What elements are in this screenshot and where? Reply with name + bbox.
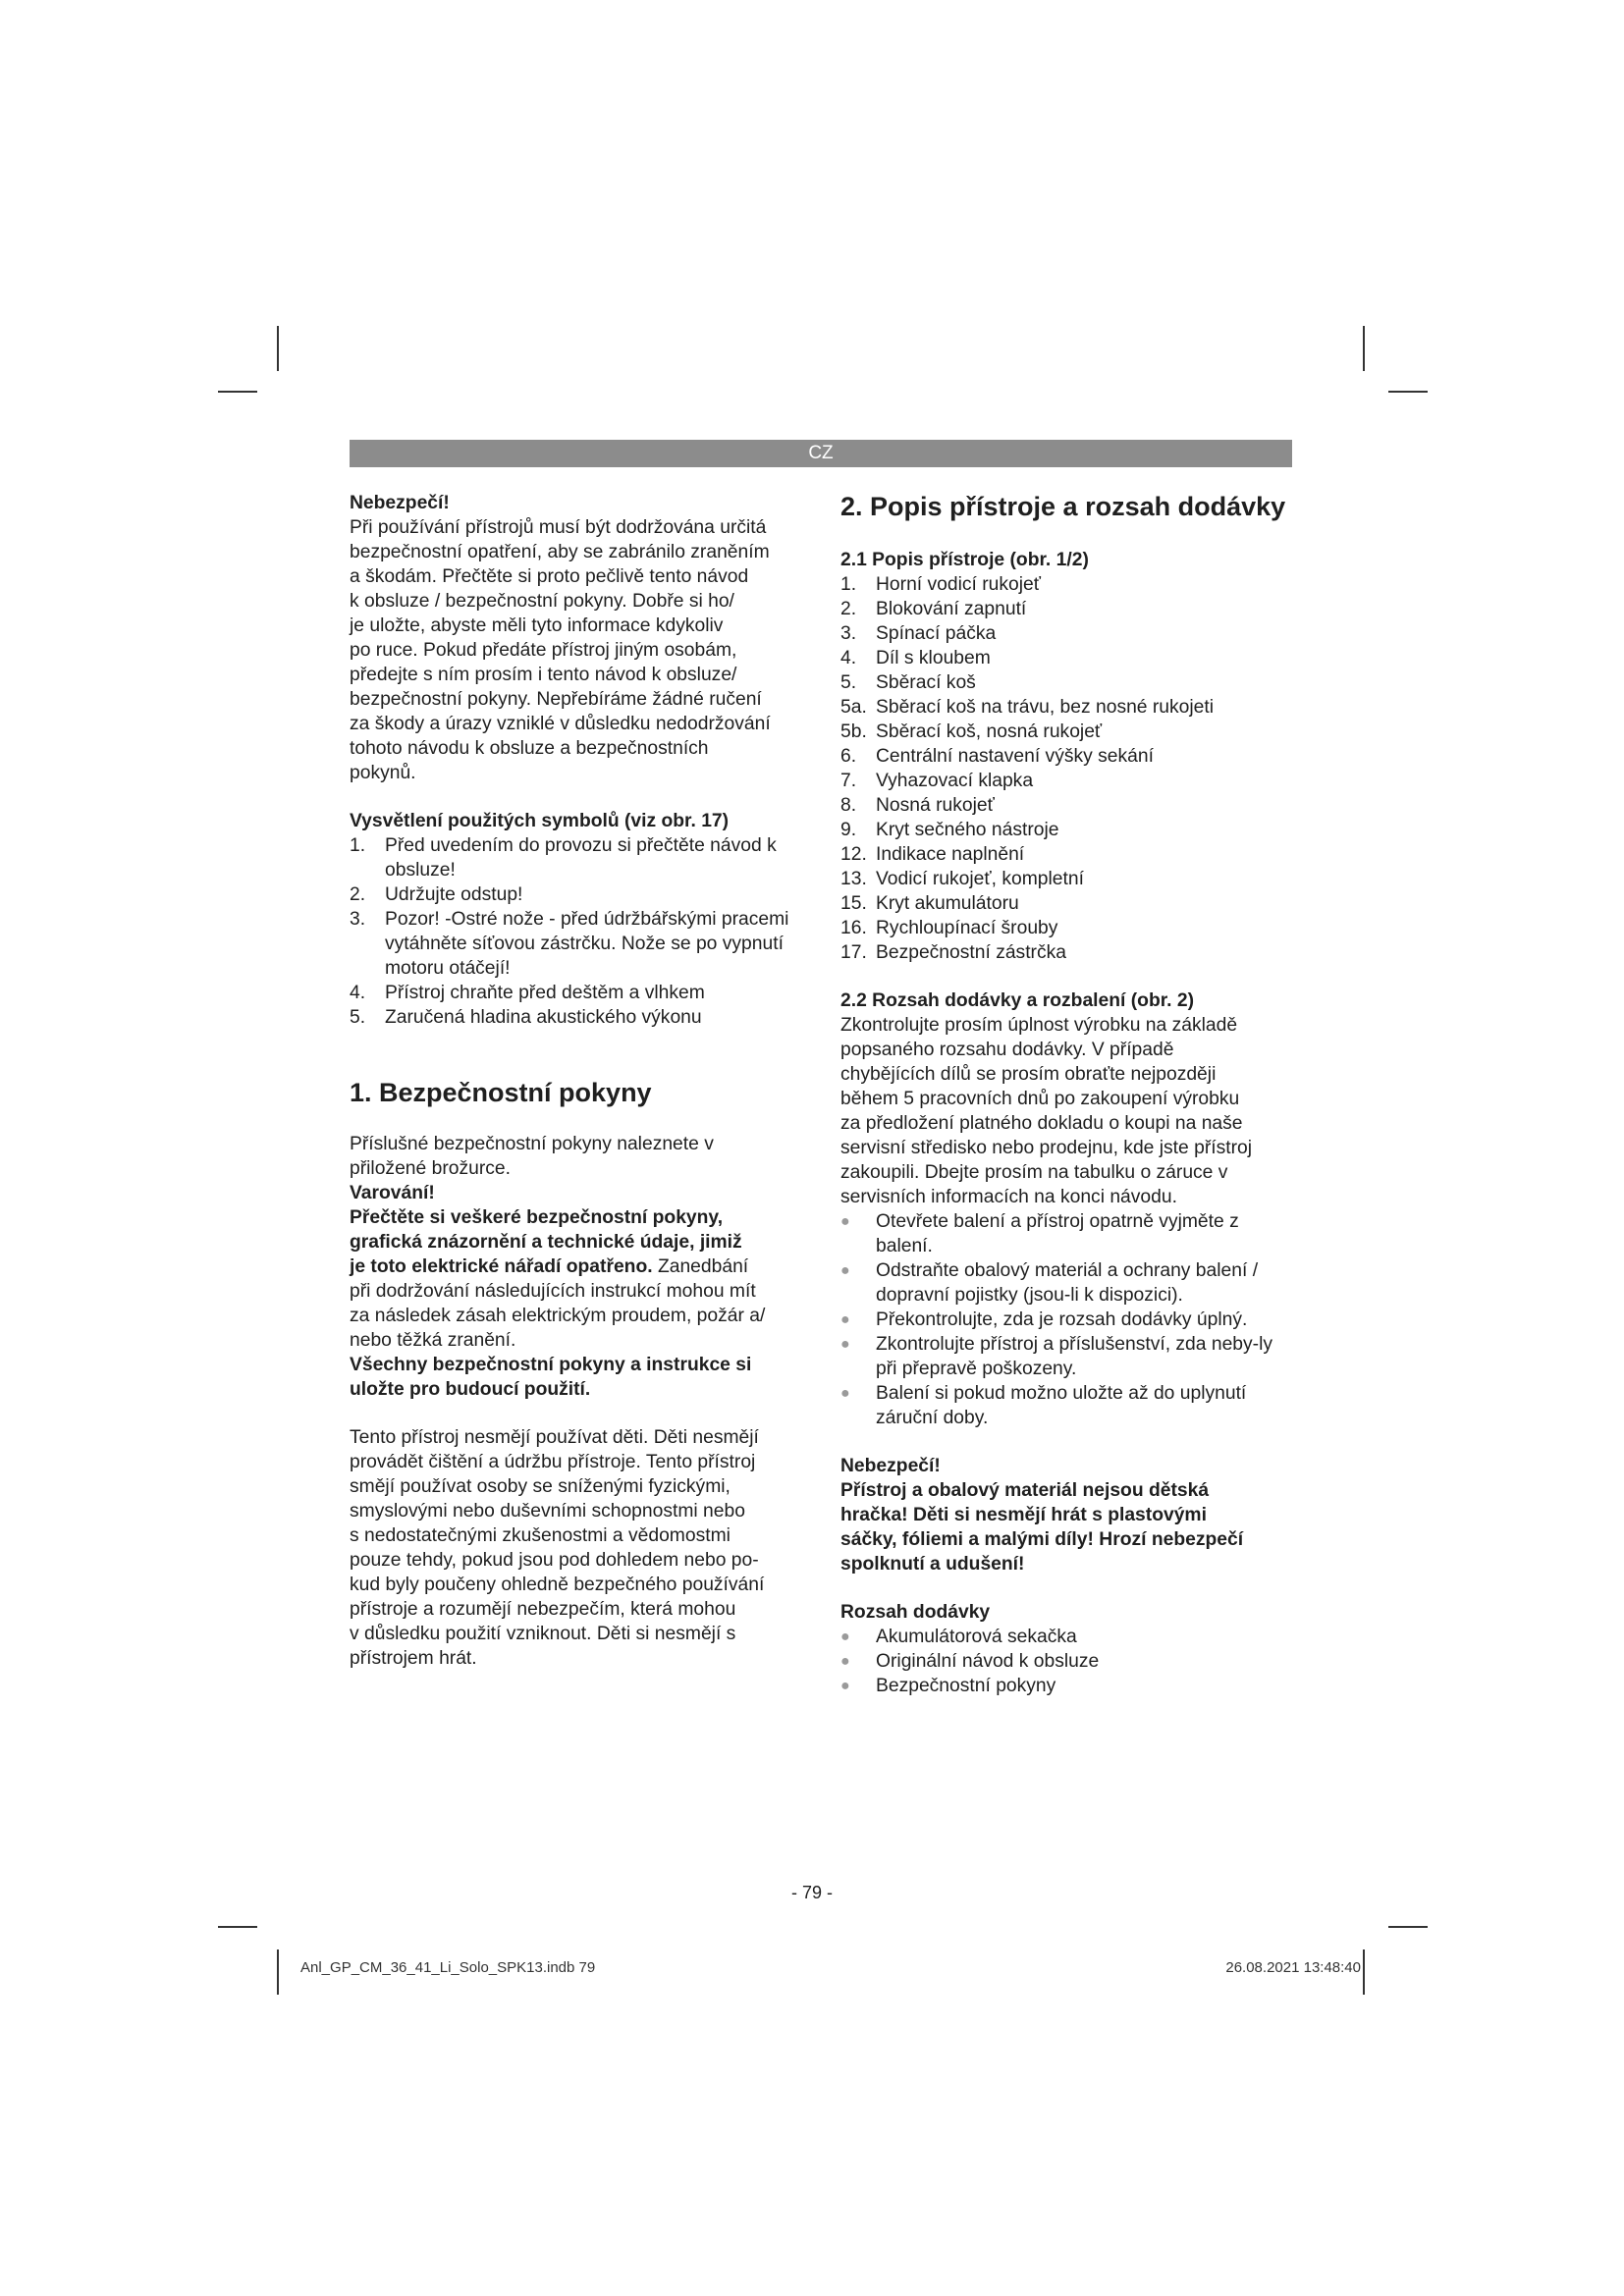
item-text: Akumulátorová sekačka [876, 1627, 1077, 1647]
item-number: 1. [350, 835, 366, 856]
list-item [350, 833, 801, 882]
item-text: Centrální nastavení výšky sekání [876, 746, 1154, 767]
text-line: provádět čištění a údržbu přístroje. Tento přístroj [350, 1452, 756, 1472]
text-line: Příslušné bezpečnostní pokyny naleznete v [350, 1134, 714, 1154]
text-line: spolknutí a udušení! [840, 1554, 1025, 1575]
item-text: Originální návod k obsluze [876, 1651, 1100, 1672]
danger-heading: Nebezpečí! [350, 493, 450, 513]
text-line: bezpečnostní pokyny. Nepřebíráme žádné ručení [350, 689, 762, 710]
text-line: hračka! Děti si nesmějí hrát s plastovými [840, 1505, 1207, 1525]
text-line: za škody a úrazy vzniklé v důsledku nedodržování [350, 714, 771, 734]
text-line: bezpečnostní opatření, aby se zabránilo zraněním [350, 542, 770, 562]
text-line: nebo těžká zranění. [350, 1330, 516, 1351]
crop-mark [1388, 1926, 1428, 1928]
list-item [840, 597, 1292, 621]
crop-mark [1363, 326, 1365, 371]
item-number: 17. [840, 942, 867, 963]
list-item [840, 695, 1292, 720]
item-text: Horní vodicí rukojeť [876, 574, 1041, 595]
text-line: smějí používat osoby se sníženými fyzickými, [350, 1476, 731, 1497]
footer-filename: Anl_GP_CM_36_41_Li_Solo_SPK13.indb 79 [300, 1959, 596, 1976]
text-line: popsaného rozsahu dodávky. V případě [840, 1040, 1174, 1060]
list-item [840, 1674, 1292, 1698]
list-item [840, 940, 1292, 965]
list-item [840, 1308, 1292, 1332]
bullet-icon: ● [840, 1213, 850, 1230]
keep-instructions [350, 1353, 801, 1402]
item-text: Balení si pokud možno uložte až do uplynutí záruční doby. [876, 1383, 1247, 1428]
crop-mark [1388, 391, 1428, 393]
text-line: pouze tehdy, pokud jsou pod dohledem nebo po- [350, 1550, 759, 1571]
item-text: Vodicí rukojeť, kompletní [876, 869, 1084, 889]
bullet-icon: ● [840, 1262, 850, 1279]
text-line: tohoto návodu k obsluze a bezpečnostních [350, 738, 709, 759]
text-line: pokynů. [350, 763, 416, 783]
text-line [350, 1255, 801, 1279]
left-column [350, 491, 801, 1671]
footer-timestamp: 26.08.2021 13:48:40 [1225, 1959, 1361, 1976]
language-bar: CZ [350, 440, 1292, 467]
text-line: chybějících dílů se prosím obraťte nejpozději [840, 1064, 1217, 1085]
item-text: Spínací páčka [876, 623, 997, 644]
text-line: přiložené brožurce. [350, 1158, 511, 1179]
text-line: zakoupili. Dbejte prosím na tabulku o záruce v [840, 1162, 1228, 1183]
text-line: Přístroj a obalový materiál nejsou dětská [840, 1480, 1210, 1501]
text-line: v důsledku použití vzniknout. Děti si nesmějí s [350, 1624, 736, 1644]
item-number: 2. [350, 884, 366, 905]
section-2-2-heading: 2.2 Rozsah dodávky a rozbalení (obr. 2) [840, 990, 1195, 1011]
text-line: servisních informacích na konci návodu. [840, 1187, 1177, 1207]
item-text: Indikace naplnění [876, 844, 1025, 865]
bold-run: je toto elektrické nářadí opatřeno. [350, 1256, 653, 1277]
section-1-intro [350, 1132, 801, 1181]
text-line: k obsluze / bezpečnostní pokyny. Dobře si ho/ [350, 591, 734, 612]
list-item [840, 1381, 1292, 1430]
text-line: přístroje a rozumějí nebezpečím, která mohou [350, 1599, 736, 1620]
item-number: 2. [840, 599, 857, 619]
list-item [840, 646, 1292, 670]
list-item [840, 744, 1292, 769]
list-item [350, 981, 801, 1005]
item-number: 16. [840, 918, 867, 938]
text-line: sáčky, fóliemi a malými díly! Hrozí nebezpečí [840, 1529, 1244, 1550]
text-line: přístrojem hrát. [350, 1648, 477, 1669]
item-text: Blokování zapnutí [876, 599, 1027, 619]
item-number: 5b. [840, 721, 867, 742]
text-line: a škodám. Přečtěte si proto pečlivě tento návod [350, 566, 749, 587]
bullet-icon: ● [840, 1311, 850, 1328]
list-item [840, 793, 1292, 818]
item-text: Díl s kloubem [876, 648, 991, 668]
list-item [840, 1625, 1292, 1649]
item-text: Otevřete balení a přístroj opatrně vyjměte z balení. [876, 1211, 1239, 1256]
item-number: 5a. [840, 697, 867, 718]
item-number: 15. [840, 893, 867, 914]
item-number: 5. [840, 672, 857, 693]
list-item [840, 842, 1292, 867]
section-2-2-text [840, 1013, 1292, 1209]
scope-list [840, 1625, 1292, 1698]
item-text: Kryt akumulátoru [876, 893, 1019, 914]
item-text: Udržujte odstup! [385, 884, 523, 905]
list-item [840, 916, 1292, 940]
item-text: Nosná rukojeť [876, 795, 995, 816]
warning-heading: Varování! [350, 1183, 435, 1203]
item-number: 9. [840, 820, 857, 840]
list-item [840, 720, 1292, 744]
item-text: Zkontrolujte přístroj a příslušenství, zda neby-ly při přepravě poškozeny. [876, 1334, 1273, 1379]
item-text: Pozor! -Ostré nože - před údržbářskými pracemi vytáhněte síťovou zástrčku. Nože se po vypnutí motoru otáčejí! [385, 909, 789, 979]
text-line: Všechny bezpečnostní pokyny a instrukce si [350, 1355, 752, 1375]
item-text: Před uvedením do provozu si přečtěte návod k obsluze! [385, 835, 777, 881]
item-text: Rychloupínací šrouby [876, 918, 1058, 938]
item-text: Kryt sečného nástroje [876, 820, 1059, 840]
page-number: - 79 - [790, 1883, 833, 1902]
text-line: Při používání přístrojů musí být dodržována určitá [350, 517, 767, 538]
text-line: s nedostatečnými zkušenostmi a vědomostmi [350, 1525, 731, 1546]
text-run: Zanedbání [652, 1256, 749, 1277]
crop-mark [218, 1926, 257, 1928]
item-number: 3. [840, 623, 857, 644]
symbols-list [350, 833, 801, 1030]
item-text: Bezpečnostní pokyny [876, 1676, 1056, 1696]
item-number: 1. [840, 574, 857, 595]
list-item [840, 621, 1292, 646]
children-paragraph [350, 1425, 801, 1671]
bullet-icon: ● [840, 1629, 850, 1645]
bullet-icon: ● [840, 1385, 850, 1402]
list-item [350, 1005, 801, 1030]
item-number: 13. [840, 869, 867, 889]
unpack-list [840, 1209, 1292, 1430]
list-item [840, 1332, 1292, 1381]
item-number: 7. [840, 771, 857, 791]
text-line: během 5 pracovních dnů po zakoupení výrobku [840, 1089, 1240, 1109]
text-line: servisní středisko nebo prodejnu, kde jste přístroj [840, 1138, 1253, 1158]
list-item [840, 891, 1292, 916]
item-number: 12. [840, 844, 867, 865]
list-item [840, 1209, 1292, 1258]
text-line: kud byly poučeny ohledně bezpečného používání [350, 1575, 765, 1595]
list-item [840, 769, 1292, 793]
list-item [840, 1258, 1292, 1308]
item-text: Sběrací koš, nosná rukojeť [876, 721, 1103, 742]
section-2-title: 2. Popis přístroje a rozsah dodávky [840, 492, 1286, 521]
section-2-1-heading: 2.1 Popis přístroje (obr. 1/2) [840, 550, 1089, 570]
text-line: smyslovými nebo duševními schopnostmi nebo [350, 1501, 745, 1522]
text-line: Zkontrolujte prosím úplnost výrobku na základě [840, 1015, 1238, 1036]
text-line: uložte pro budoucí použití. [350, 1379, 591, 1400]
text-line: za následek zásah elektrickým proudem, požár a/ [350, 1306, 766, 1326]
item-text: Sběrací koš na trávu, bez nosné rukojeti [876, 697, 1215, 718]
symbols-heading: Vysvětlení použitých symbolů (viz obr. 17) [350, 811, 730, 831]
list-item [840, 670, 1292, 695]
item-text: Sběrací koš [876, 672, 976, 693]
item-text: Přístroj chraňte před deštěm a vlhkem [385, 983, 705, 1003]
text-line: při dodržování následujících instrukcí mohou mít [350, 1281, 756, 1302]
item-number: 3. [350, 909, 366, 930]
list-item [840, 818, 1292, 842]
item-number: 8. [840, 795, 857, 816]
danger-2-text [840, 1478, 1292, 1576]
danger-text [350, 515, 801, 785]
right-column [840, 491, 1292, 1698]
bullet-icon: ● [840, 1653, 850, 1670]
bullet-icon: ● [840, 1678, 850, 1694]
item-number: 4. [840, 648, 857, 668]
text-line: grafická znázornění a technické údaje, jimiž [350, 1232, 742, 1253]
crop-mark [1363, 1949, 1365, 1995]
crop-mark [218, 391, 257, 393]
list-item [840, 572, 1292, 597]
item-text: Odstraňte obalový materiál a ochrany balení / dopravní pojistky (jsou-li k dispozici). [876, 1260, 1259, 1306]
list-item [350, 907, 801, 981]
crop-mark [277, 1949, 279, 1995]
danger-2-heading: Nebezpečí! [840, 1456, 941, 1476]
item-number: 6. [840, 746, 857, 767]
crop-mark [277, 326, 279, 371]
item-text: Bezpečnostní zástrčka [876, 942, 1066, 963]
text-line: předejte s ním prosím i tento návod k obsluze/ [350, 665, 737, 685]
list-item [350, 882, 801, 907]
scope-heading: Rozsah dodávky [840, 1602, 991, 1623]
list-item [840, 867, 1292, 891]
item-number: 5. [350, 1007, 366, 1028]
text-line: po ruce. Pokud předáte přístroj jiným osobám, [350, 640, 737, 661]
bullet-icon: ● [840, 1336, 850, 1353]
list-item [840, 1649, 1292, 1674]
item-text: Vyhazovací klapka [876, 771, 1034, 791]
text-line: Tento přístroj nesmějí používat děti. Děti nesmějí [350, 1427, 759, 1448]
parts-list [840, 572, 1292, 965]
item-number: 4. [350, 983, 366, 1003]
item-text: Zaručená hladina akustického výkonu [385, 1007, 702, 1028]
section-1-title: 1. Bezpečnostní pokyny [350, 1078, 652, 1107]
text-line: je uložte, abyste měli tyto informace kdykoliv [350, 615, 724, 636]
text-line: Přečtěte si veškeré bezpečnostní pokyny, [350, 1207, 724, 1228]
item-text: Překontrolujte, zda je rozsah dodávky úplný. [876, 1309, 1248, 1330]
text-line: za předložení platného dokladu o koupi na naše [840, 1113, 1243, 1134]
warning-text [350, 1205, 801, 1353]
